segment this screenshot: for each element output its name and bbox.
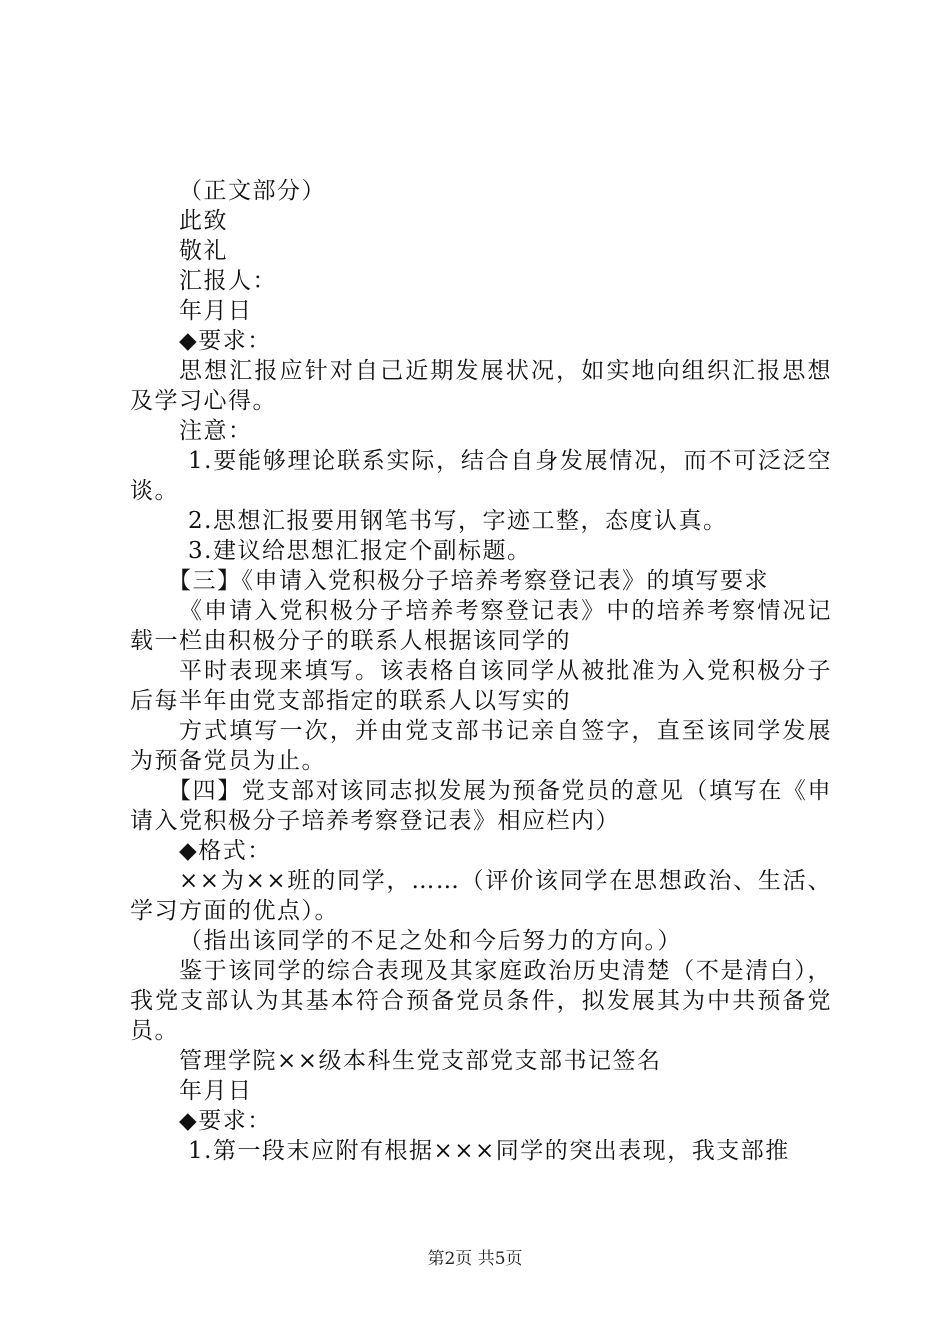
body-paragraph: 年月日 [179, 1078, 253, 1104]
body-paragraph: 此致 [179, 208, 228, 234]
body-paragraph: 2.思想汇报要用钢笔书写，字迹工整，态度认真。 [188, 508, 728, 534]
body-paragraph: 注意： [179, 418, 253, 444]
body-paragraph: ××为××班的同学，……（评价该同学在思想政治、生活、学习方面的优点）。 [130, 868, 832, 924]
body-paragraph: 方式填写一次，并由党支部书记亲自签字，直至该同学发展为预备党员为止。 [130, 718, 832, 774]
body-paragraph: 1.要能够理论联系实际，结合自身发展情况，而不可泛泛空谈。 [130, 448, 832, 504]
body-paragraph: 思想汇报应针对自己近期发展状况，如实地向组织汇报思想及学习心得。 [130, 358, 832, 414]
body-paragraph: 1.第一段末应附有根据×××同学的突出表现，我支部推 [188, 1138, 790, 1164]
body-paragraph: ◆格式： [179, 838, 272, 864]
body-paragraph: ◆要求： [179, 1108, 272, 1134]
body-paragraph: 【三】《申请入党积极分子培养考察登记表》的填写要求 [168, 568, 769, 594]
body-paragraph: 鉴于该同学的综合表现及其家庭政治历史清楚（不是清白），我党支部认为其基本符合预备党员条件，拟发展其为中共预备党员。 [130, 958, 832, 1044]
body-paragraph: 汇报人： [179, 268, 277, 294]
body-paragraph: ◆要求： [179, 328, 272, 354]
body-paragraph: 平时表现来填写。该表格自该同学从被批准为入党积极分子后每半年由党支部指定的联系人以写实的 [130, 658, 832, 714]
body-paragraph: （正文部分） [179, 178, 326, 204]
body-paragraph: 敬礼 [179, 238, 228, 264]
body-paragraph: 管理学院××级本科生党支部党支部书记签名 [179, 1048, 662, 1074]
body-paragraph: （指出该同学的不足之处和今后努力的方向。） [179, 928, 682, 954]
body-paragraph: 【四】党支部对该同志拟发展为预备党员的意见（填写在《申请入党积极分子培养考察登记表》相应栏内） [130, 778, 832, 834]
page-footer: 第2页 共5页 [427, 1249, 523, 1269]
body-paragraph: 年月日 [179, 298, 253, 324]
body-paragraph: 《申请入党积极分子培养考察登记表》中的培养考察情况记载一栏由积极分子的联系人根据该同学的 [130, 598, 832, 654]
body-paragraph: 3.建议给思想汇报定个副标题。 [188, 538, 532, 564]
document-body [130, 176, 832, 1166]
